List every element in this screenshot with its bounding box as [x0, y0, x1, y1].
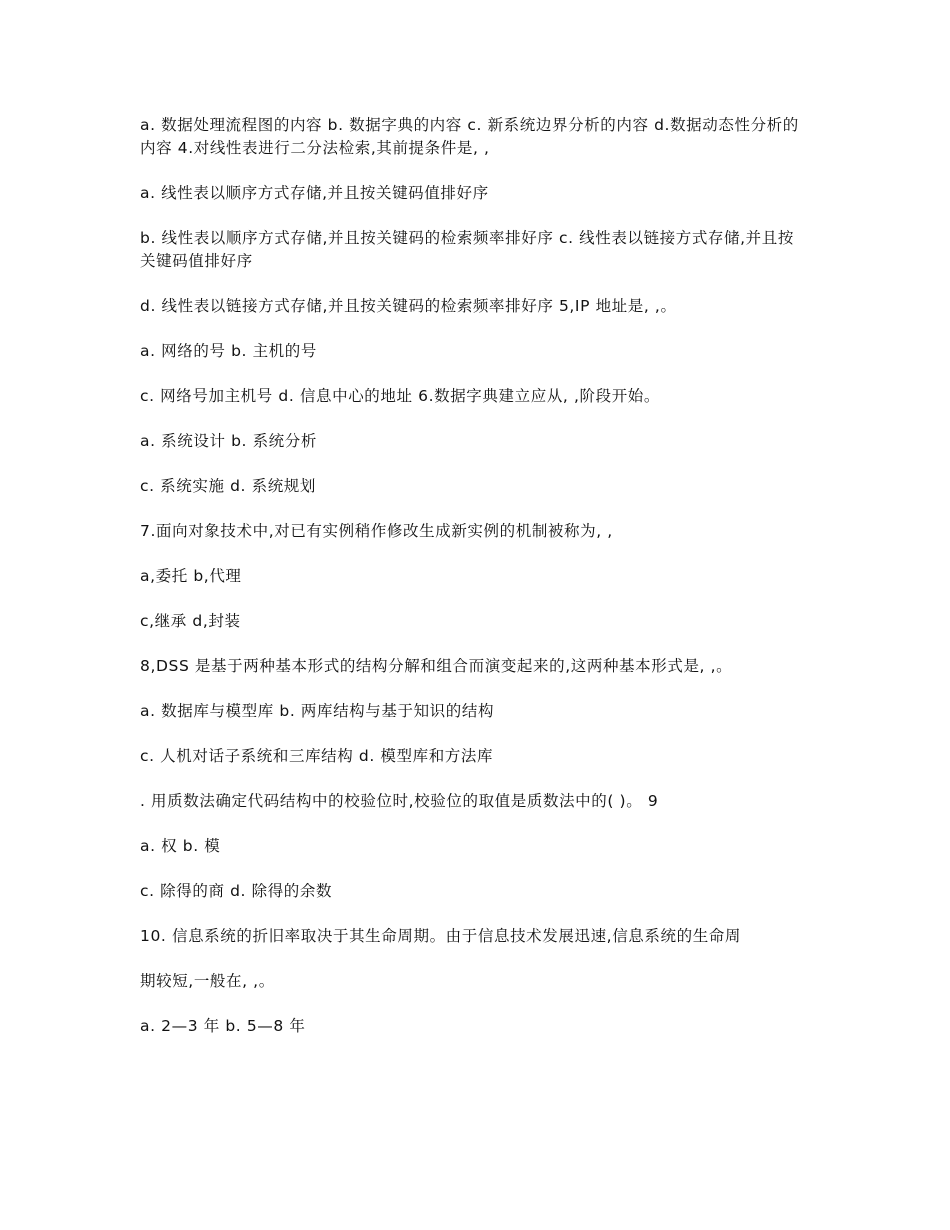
paragraph: c. 系统实施 d. 系统规划: [140, 477, 316, 495]
paragraph: c. 除得的商 d. 除得的余数: [140, 882, 333, 900]
paragraph: 8,DSS 是基于两种基本形式的结构分解和组合而演变起来的,这两种基本形式是, ,。: [140, 657, 733, 675]
paragraph: c. 人机对话子系统和三库结构 d. 模型库和方法库: [140, 747, 494, 765]
paragraph: a. 权 b. 模: [140, 837, 221, 855]
paragraph: a. 系统设计 b. 系统分析: [140, 432, 317, 450]
paragraph: . 用质数法确定代码结构中的校验位时,校验位的取值是质数法中的( )。 9: [140, 792, 659, 810]
paragraph: d. 线性表以链接方式存储,并且按关键码的检索频率排好序 5,IP 地址是, ,。: [140, 297, 677, 315]
paragraph: a,委托 b,代理: [140, 567, 242, 585]
paragraph: 7.面向对象技术中,对已有实例稍作修改生成新实例的机制被称为, ,: [140, 522, 613, 540]
paragraph: b. 线性表以顺序方式存储,并且按关键码的检索频率排好序 c. 线性表以链接方式存储,并且按关键码值排好序: [140, 229, 794, 270]
paragraph: c. 网络号加主机号 d. 信息中心的地址 6.数据字典建立应从, ,阶段开始。: [140, 387, 660, 405]
paragraph: a. 数据库与模型库 b. 两库结构与基于知识的结构: [140, 702, 495, 720]
paragraph: a. 网络的号 b. 主机的号: [140, 342, 317, 360]
paragraph: 期较短,一般在, ,。: [140, 972, 275, 990]
paragraph: c,继承 d,封装: [140, 612, 241, 630]
paragraph: a. 数据处理流程图的内容 b. 数据字典的内容 c. 新系统边界分析的内容 d.数据动态性分析的内容 4.对线性表进行二分法检索,其前提条件是, ,: [140, 116, 799, 157]
paragraph: a. 线性表以顺序方式存储,并且按关键码值排好序: [140, 184, 489, 202]
document-body: [140, 114, 810, 1060]
paragraph: 10. 信息系统的折旧率取决于其生命周期。由于信息技术发展迅速,信息系统的生命周: [140, 927, 742, 945]
paragraph: a. 2—3 年 b. 5—8 年: [140, 1017, 306, 1035]
